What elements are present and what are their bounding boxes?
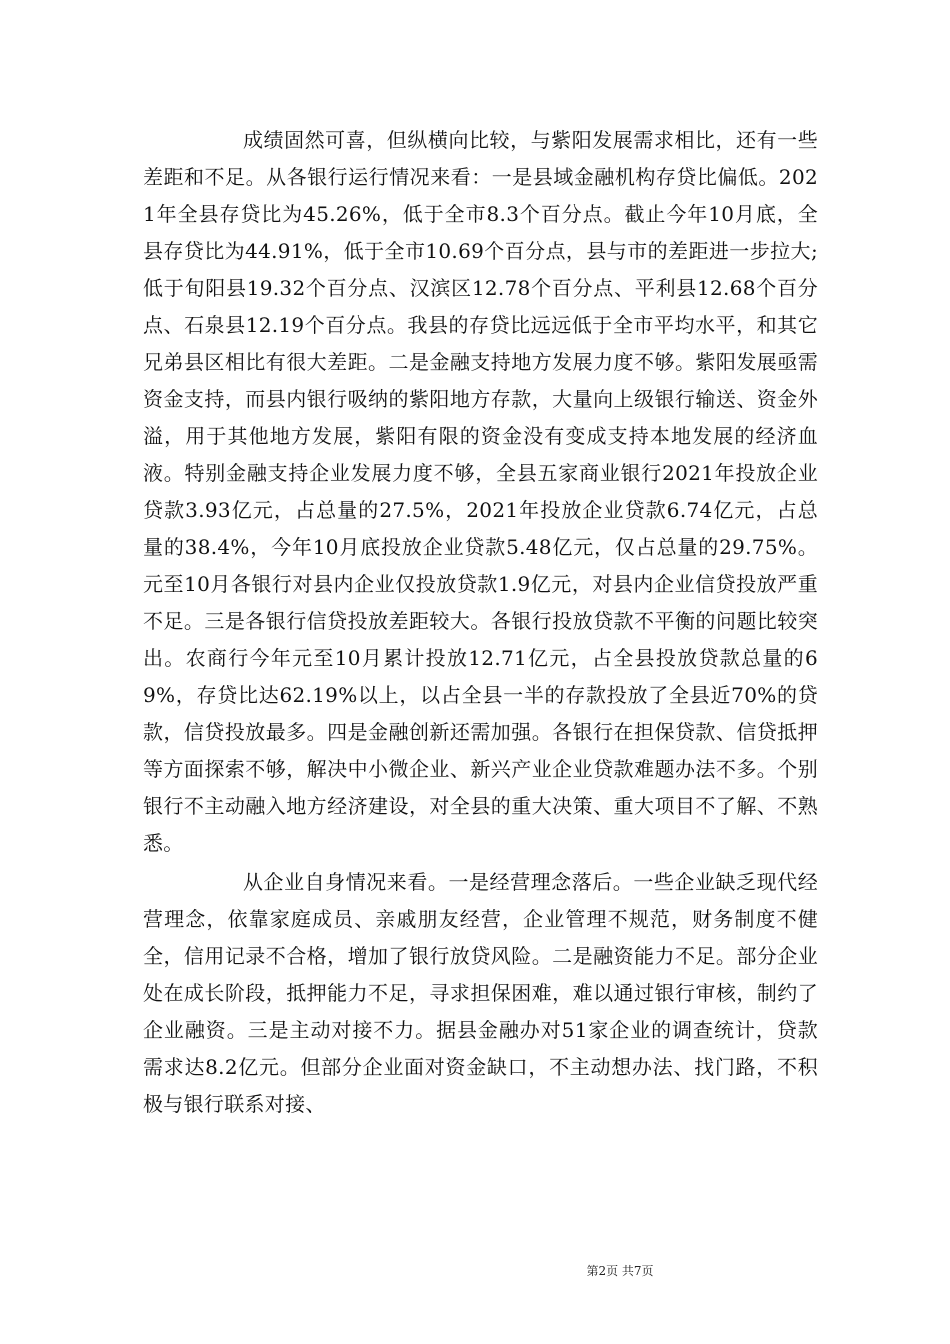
document-body	[143, 122, 818, 1123]
paragraph-1: 成绩固然可喜，但纵横向比较，与紫阳发展需求相比，还有一些差距和不足。从各银行运行情况来看：一是县域金融机构存贷比偏低。2021年全县存贷比为45.26%，低于全市8.3个百分点。截止今年10月底，全县存贷比为44.91%，低于全市10.69个百分点，县与市的差距进一步拉大;低于旬阳县19.32个百分点、汉滨区12.78个百分点、平利县12.68个百分点、石泉县12.19个百分点。我县的存贷比远远低于全市平均水平，和其它兄弟县区相比有很大差距。二是金融支持地方发展力度不够。紫阳发展亟需资金支持，而县内银行吸纳的紫阳地方存款，大量向上级银行输送、资金外溢，用于其他地方发展，紫阳有限的资金没有变成支持本地发展的经济血液。特别金融支持企业发展力度不够，全县五家商业银行2021年投放企业贷款3.93亿元，占总量的27.5%，2021年投放企业贷款6.74亿元，占总量的38.4%，今年10月底投放企业贷款5.48亿元，仅占总量的29.75%。元至10月各银行对县内企业仅投放贷款1.9亿元，对县内企业信贷投放严重不足。三是各银行信贷投放差距较大。各银行投放贷款不平衡的问题比较突出。农商行今年元至10月累计投放12.71亿元，占全县投放贷款总量的69%，存贷比达62.19%以上，以占全县一半的存款投放了全县近70%的贷款，信贷投放最多。四是金融创新还需加强。各银行在担保贷款、信贷抵押等方面探索不够，解决中小微企业、新兴产业企业贷款难题办法不多。个别银行不主动融入地方经济建设，对全县的重大决策、重大项目不了解、不熟悉。	[143, 128, 818, 855]
page-number: 第2页 共7页	[586, 1264, 654, 1278]
paragraph-2: 从企业自身情况来看。一是经营理念落后。一些企业缺乏现代经营理念，依靠家庭成员、亲戚朋友经营，企业管理不规范，财务制度不健全，信用记录不合格，增加了银行放贷风险。二是融资能力不足。部分企业处在成长阶段，抵押能力不足，寻求担保困难，难以通过银行审核，制约了企业融资。三是主动对接不力。据县金融办对51家企业的调查统计，贷款需求达8.2亿元。但部分企业面对资金缺口，不主动想办法、找门路，不积极与银行联系对接、	[143, 870, 818, 1116]
page-footer	[0, 1262, 950, 1279]
